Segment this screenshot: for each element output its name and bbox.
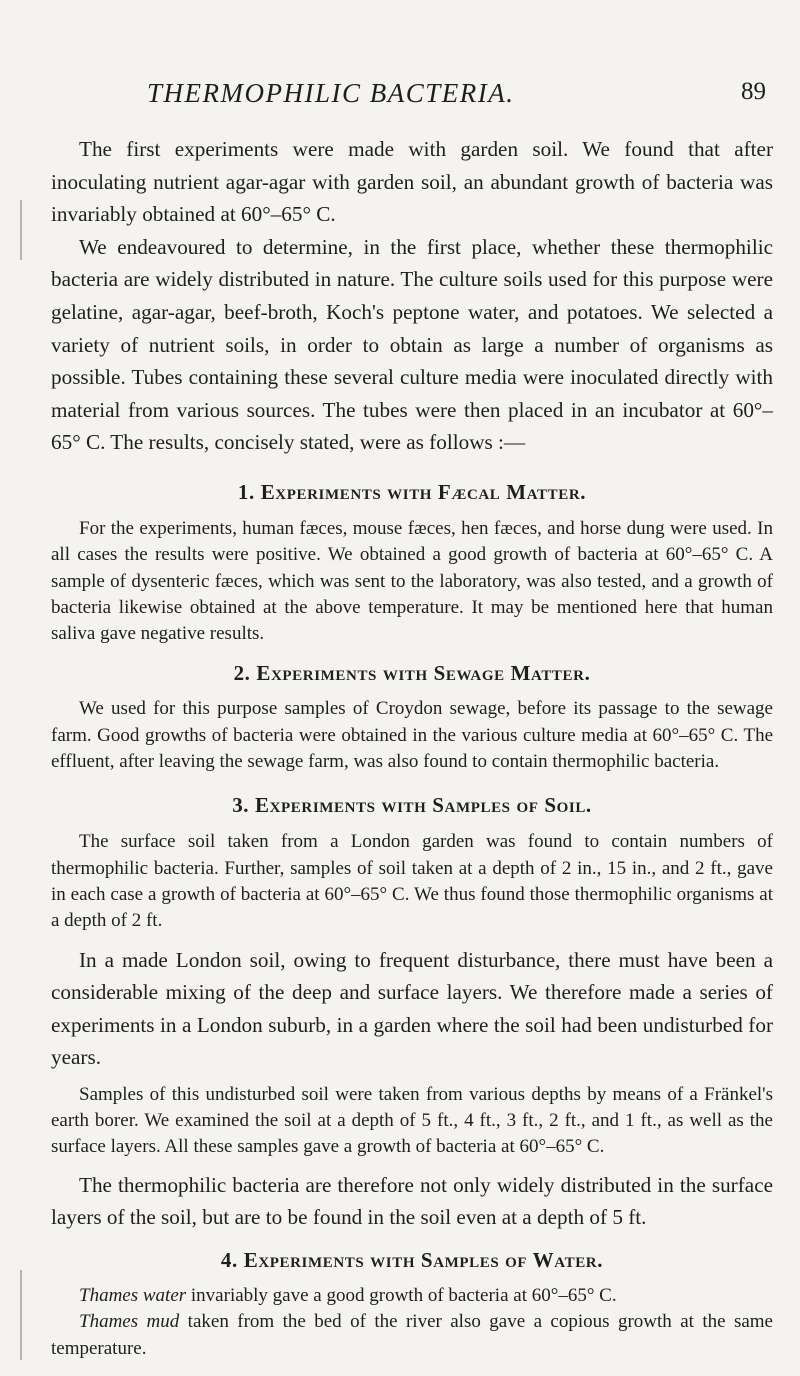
page-edge-shadow <box>20 200 22 260</box>
page-header <box>0 78 800 118</box>
italic-term: Thames mud <box>79 1311 180 1333</box>
intro-paragraph: The first experiments were made with garden soil. We found that after inoculating nutrient agar-agar with garden soil, an abundant growth of bacteria was invariably obtained at 60°–65° C. <box>51 137 773 227</box>
paragraph-text: taken from the bed of the river also gave a copious growth at the same temperature. <box>51 1311 773 1359</box>
section-paragraph: We used for this purpose samples of Croydon sewage, before its passage to the sewage farm. Good growths of bacteria were obtained in the various culture media at 60°–65° C. The effluent, after leaving the sewage farm, was also found to contain thermophilic bacteria. <box>51 698 773 773</box>
intro-paragraph: We endeavoured to determine, in the first place, whether these thermophilic bacteria are widely distributed in nature. The culture soils used for this purpose were gelatine, agar-agar, beef-broth, Koch's peptone water, and potatoes. We selected a variety of nutrient soils, in order to obtain as large a number of organisms as possible. Tubes containing these several culture media were inoculated directly with material from various sources. The tubes were then placed in an incubator at 60°–65° C. The results, concisely stated, were as follows :— <box>51 234 773 455</box>
page-edge-shadow <box>20 1270 22 1360</box>
italic-term: Thames water <box>79 1284 187 1306</box>
section-heading: 2. Experiments with Sewage Matter. <box>233 661 591 686</box>
section-heading: 3. Experiments with Samples of Soil. <box>232 793 592 818</box>
section-paragraph: The surface soil taken from a London garden was found to contain numbers of thermophilic bacteria. Further, samples of soil taken at a depth of 2 in., 15 in., and 2 ft., gave in each case a growth of bacteria at 60°–65° C. We thus found those thermophilic organisms at a depth of 2 ft. <box>51 831 773 932</box>
page-number: 89 <box>741 78 766 105</box>
running-head: THERMOPHILIC BACTERIA. <box>147 78 515 108</box>
section-paragraph: Samples of this undisturbed soil were taken from various depths by means of a Fränkel's earth borer. We examined the soil at a depth of 5 ft., 4 ft., 3 ft., 2 ft., and 1 ft., as well as the surface layers. All these samples gave a growth of bacteria at 60°–65° C. <box>51 1083 773 1158</box>
section-paragraph <box>51 1309 773 1362</box>
section-paragraph: For the experiments, human fæces, mouse fæces, hen fæces, and horse dung were used. In all cases the results were positive. We obtained a good growth of bacteria at 60°–65° C. A sample of dysenteric fæces, which was sent to the laboratory, was also tested, and a growth of bacteria likewise obtained at the above temperature. It may be mentioned here that human saliva gave negative results. <box>51 517 773 645</box>
section-paragraph <box>51 1283 773 1309</box>
section-heading: 4. Experiments with Samples of Water. <box>220 1247 604 1272</box>
page-body <box>51 133 773 1362</box>
paragraph-text: invariably gave a good growth of bacteria at 60°–65° C. <box>186 1284 617 1306</box>
section-heading: 1. Experiments with Fæcal Matter. <box>237 479 587 504</box>
section-paragraph: In a made London soil, owing to frequent disturbance, there must have been a considerable mixing of the deep and surface layers. We therefore made a series of experiments in a London suburb, in a garden where the soil had been undisturbed for years. <box>51 947 773 1070</box>
section-paragraph: The thermophilic bacteria are therefore not only widely distributed in the surface layers of the soil, but are to be found in the soil even at a depth of 5 ft. <box>51 1172 773 1230</box>
